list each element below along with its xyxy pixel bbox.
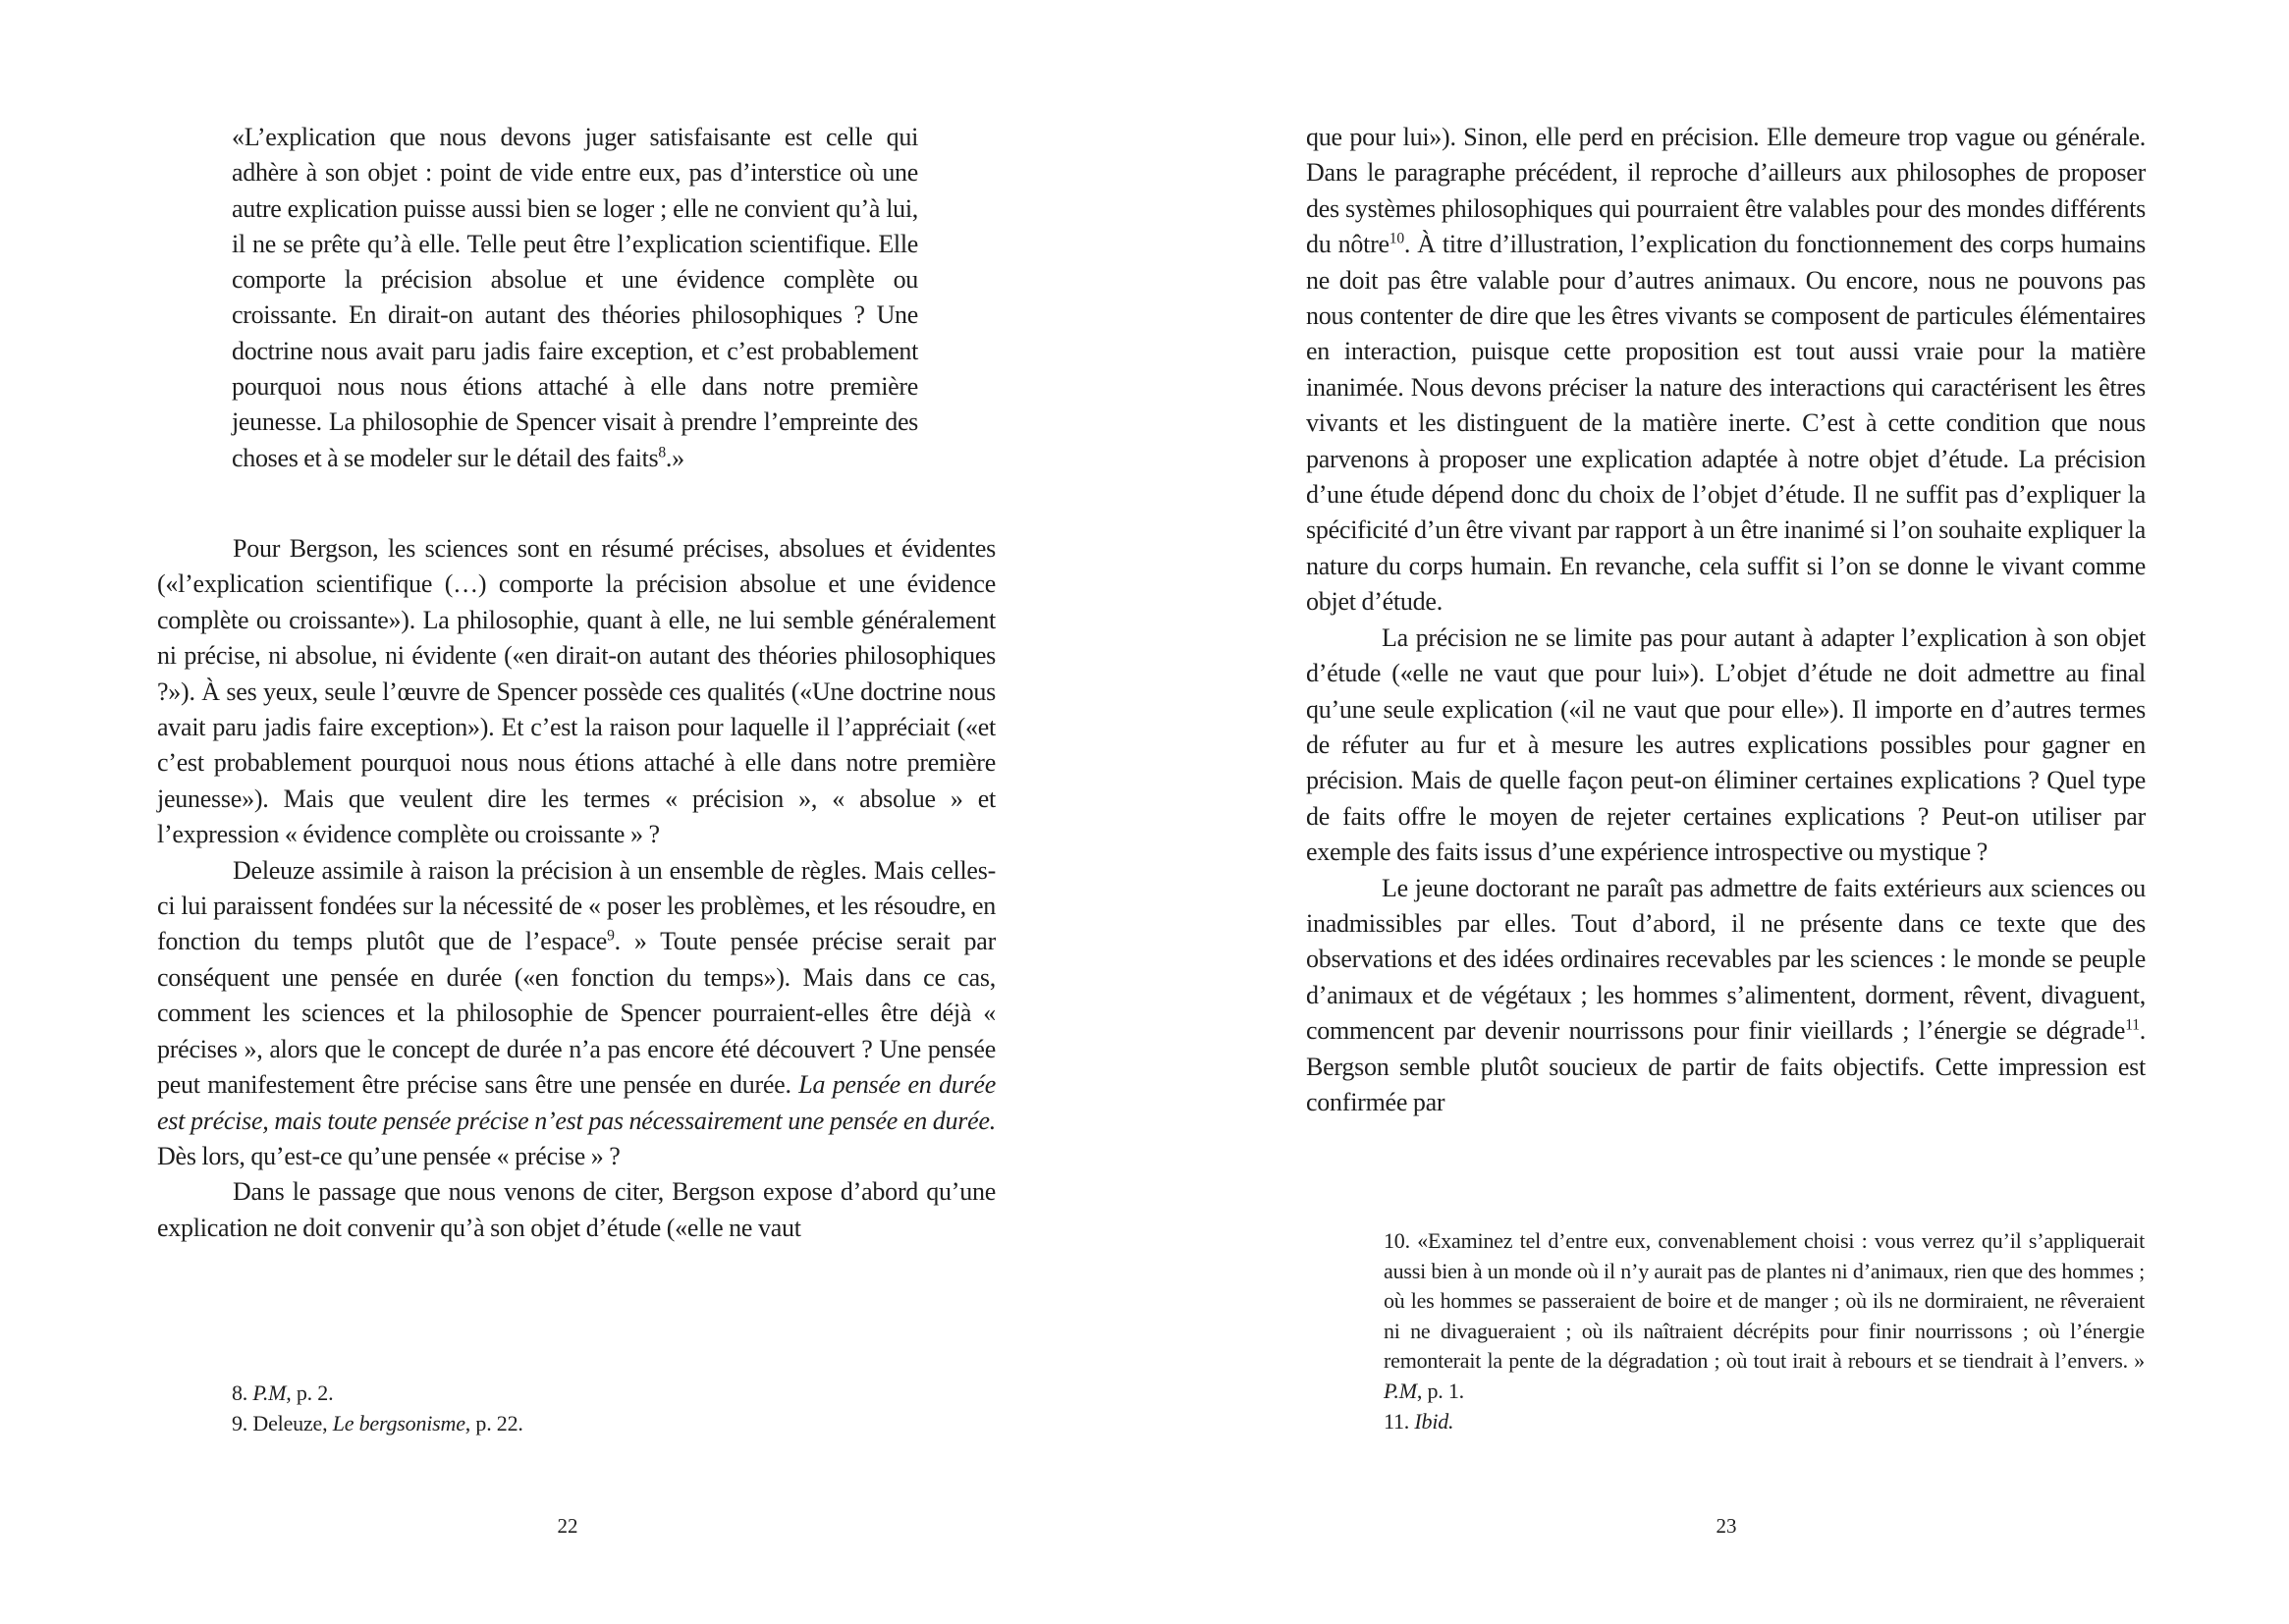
page-number: 23	[1716, 1514, 1737, 1538]
footnote-ref-10[interactable]: 10	[1389, 230, 1404, 247]
footnote-number: 9.	[232, 1410, 248, 1435]
footnote-title: Ibid.	[1414, 1408, 1454, 1434]
footnote-title: P.M	[1384, 1378, 1417, 1403]
footnote-text: «Examinez tel d’entre eux, convenablement choisi : vous verrez qu’il s’appliquerait aussi bien à un monde où il n’y aurait pas de plantes ni d’animaux, rien que des hommes ; où les hommes se passeraient de boire et de manger ; où ils ne dormiraient, ne rêveraient ni ne divagueraient ; où ils naîtraient décrépits pour finir nourrissons ; où l’énergie remonterait la pente de la dégradation ; où tout irait à rebours et se tiendrait à l’envers. »	[1384, 1228, 2145, 1374]
footnote-number: 11.	[1384, 1408, 1410, 1434]
footnote-text: , p. 2.	[286, 1380, 334, 1405]
block-quote-text	[232, 120, 918, 476]
block-quote	[232, 120, 918, 476]
paragraph	[1306, 871, 2146, 1121]
page-number: 22	[557, 1514, 578, 1538]
footnote-title: P.M	[252, 1380, 287, 1405]
footnote-9	[232, 1409, 919, 1439]
paragraph-text: . » Toute pensée précise serait par conséquent une pensée en durée («en fonction du temps»). Mais dans ce cas, comment les sciences et la philosophie de Spencer pourraient-elles être déjà « précises », alors que le concept de durée n’a pas encore été découvert ? Une pensée peut manifestement être précise sans être une pensée en durée.	[157, 927, 996, 1100]
footnote-title: Le bergsonisme	[332, 1410, 465, 1435]
footnote-10	[1384, 1226, 2145, 1407]
footnote-number: 10.	[1384, 1228, 1410, 1253]
footnotes-right	[1384, 1226, 2145, 1436]
footnote-ref-9[interactable]: 9	[607, 928, 615, 946]
footnotes-left	[232, 1379, 919, 1438]
paragraph-text: . À titre d’illustration, l’explication du fonctionnement des corps humains ne doit pas être valable pour d’autres animaux. Ou encore, nous ne pouvons pas nous contenter de dire que les êtres vivants se composent de particules élémentaires en interaction, puisque cette proposition est tout aussi vraie pour la matière inanimée. Nous devons préciser la nature des interactions qui caractérisent les êtres vivants et les distinguent de la matière inerte. C’est à cette condition que nous parvenons à proposer une explication adaptée à notre objet d’étude. La précision d’une étude dépend donc du choix de l’objet d’étude. Il ne suffit pas d’expliquer la spécificité d’un être vivant par rapport à un être inanimé si l’on souhaite expliquer la nature du corps humain. En revanche, cela suffit si l’on se donne le vivant comme objet d’étude.	[1306, 230, 2147, 617]
footnote-11	[1384, 1407, 2145, 1437]
footnote-8	[232, 1379, 919, 1409]
paragraph-text: Dès lors, qu’est-ce qu’une pensée « précise » ?	[157, 1141, 621, 1170]
footnote-text: , p. 1.	[1416, 1378, 1464, 1403]
page-left	[0, 0, 1144, 1624]
paragraph-text: . Bergson semble plutôt soucieux de partir de faits objectifs. Cette impression est confirmée par	[1306, 1016, 2146, 1116]
footnote-text: , p. 22.	[464, 1410, 523, 1435]
paragraph-text: La précision ne se limite pas pour autant à adapter l’explication à son objet d’étude («elle ne vaut que pour lui»). L’objet d’étude ne doit admettre au final qu’une seule explication («il ne vaut que pour elle»). Il importe en d’autres termes de réfuter au fur et à mesure les autres explications possibles pour gagner en précision. Mais de quelle façon peut-on éliminer certaines explications ? Quel type de faits offre le moyen de rejeter certaines explications ? Peut-on utiliser par exemple des faits issus d’une expérience introspective ou mystique ?	[1306, 623, 2146, 867]
paragraph-text: Deleuze assimile à raison la précision à un ensemble de règles. Mais celles-ci lui paraissent fondées sur la nécessité de « poser les problèmes, et les résoudre, en fonction du temps plutôt que de l’espace	[157, 855, 996, 956]
paragraph-text: Pour Bergson, les sciences sont en résumé précises, absolues et évidentes («l’explication scientifique (…) comporte la précision absolue et une évidence complète ou croissante»). La philosophie, quant à elle, ne lui semble généralement ni précise, ni absolue, ni évidente («en dirait-on autant des théories philosophiques ?»). À ses yeux, seule l’œuvre de Spencer possède ces qualités («Une doctrine nous avait paru jadis faire exception»). Et c’est la raison pour laquelle il l’appréciait («et c’est probablement pourquoi nous nous étions attaché à elle dans notre première jeunesse»). Mais que veulent dire les termes « précision », « absolue » et l’expression « évidence complète ou croissante » ?	[157, 534, 996, 849]
footnote-ref-8[interactable]: 8	[658, 444, 666, 461]
paragraph	[1306, 621, 2146, 871]
right-body-text	[1306, 120, 2146, 1120]
italic-emphasis: La pensée en durée est précise, mais toute pensée précise n’est pas nécessairement une pensée en durée.	[157, 1070, 997, 1135]
footnote-ref-11[interactable]: 11	[2125, 1016, 2140, 1034]
paragraph-text: que pour lui»). Sinon, elle perd en précision. Elle demeure trop vague ou générale. Dans le paragraphe précédent, il reproche d’ailleurs aux philosophes de proposer des systèmes philosophiques qui pourraient être valables pour des mondes différents du nôtre	[1306, 123, 2146, 259]
left-body-text	[157, 531, 996, 1246]
paragraph-text: Le jeune doctorant ne paraît pas admettre de faits extérieurs aux sciences ou inadmissibles par elles. Tout d’abord, il ne présente dans ce texte que des observations et des idées ordinaires recevables par les sciences : le monde se peuple d’animaux et de végétaux ; les hommes s’alimentent, dorment, rêvent, divaguent, commencent par devenir nourrissons pour finir vieillards ; l’énergie se dégrade	[1306, 873, 2146, 1046]
paragraph	[157, 853, 996, 1175]
paragraph-continued	[1306, 120, 2146, 621]
footnote-text: Deleuze,	[252, 1410, 333, 1435]
footnote-number: 8.	[232, 1380, 248, 1405]
quote-text: «L’explication que nous devons juger satisfaisante est celle qui adhère à son objet : point de vide entre eux, pas d’interstice où une autre explication puisse aussi bien se loger ; elle ne convient qu’à lui, il ne se prête qu’à elle. Telle peut être l’explication scientifique. Elle comporte la précision absolue et une évidence complète ou croissante. En dirait-on autant des théories philosophiques ? Une doctrine nous avait paru jadis faire exception, et c’est probablement pourquoi nous nous étions attaché à elle dans notre première jeunesse. La philosophie de Spencer visait à prendre l’empreinte des choses et à se modeler sur le détail des faits	[232, 123, 918, 472]
quote-closing: .»	[665, 443, 684, 472]
paragraph	[157, 531, 996, 853]
page-right	[1144, 0, 2289, 1624]
paragraph	[157, 1174, 996, 1246]
paragraph-text: Dans le passage que nous venons de citer, Bergson expose d’abord qu’une explication ne doit convenir qu’à son objet d’étude («elle ne vaut	[157, 1177, 996, 1242]
